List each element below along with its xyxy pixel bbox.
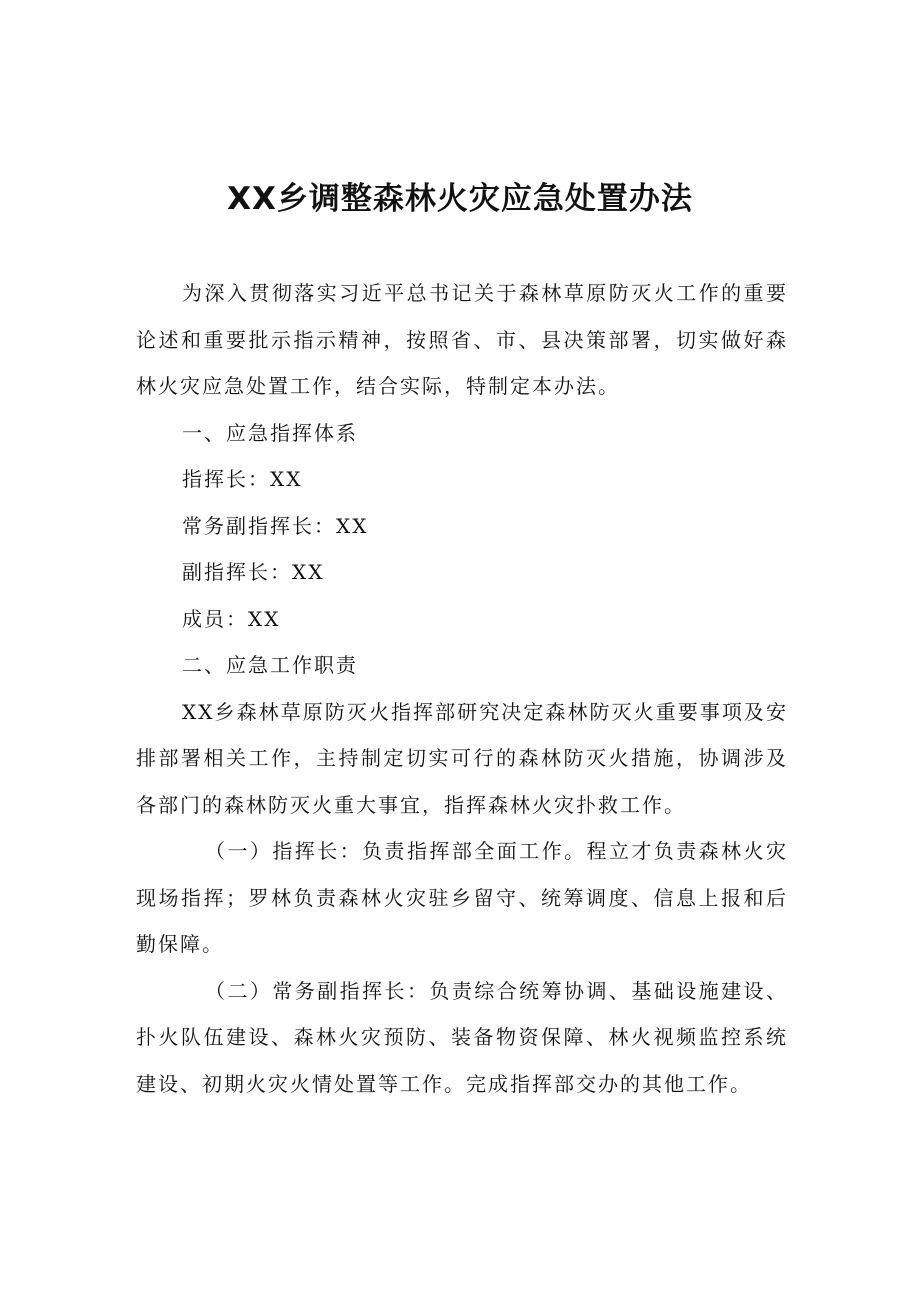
executive-deputy-duties-paragraph: （二）常务副指挥长：负责综合统筹协调、基础设施建设、扑火队伍建设、森林火灾预防、装备物资保障、林火视频监控系统建设、初期火灾火情处置等工作。完成指挥部交办的其他工作。: [136, 978, 788, 1096]
intro-paragraph: 为深入贯彻落实习近平总书记关于森林草原防灭火工作的重要论述和重要批示指示精神，按照省、市、县决策部署，切实做好森林火灾应急处置工作，结合实际，特制定本办法。: [136, 281, 788, 398]
members-line: 成员：XX: [182, 606, 281, 631]
section-heading-duties: 二、应急工作职责: [182, 653, 358, 677]
commander-duties-paragraph: （一）指挥长：负责指挥部全面工作。程立才负责森林火灾现场指挥；罗林负责森林火灾驻乡留守、统筹调度、信息上报和后勤保障。: [136, 839, 788, 956]
duties-paragraph: XX乡森林草原防灭火指挥部研究决定森林防灭火重要事项及安排部署相关工作，主持制定切实可行的森林防灭火措施，协调涉及各部门的森林防灭火重大事宜，指挥森林火灾扑救工作。: [136, 699, 788, 817]
section-heading-command-system: 一、应急指挥体系: [182, 420, 358, 445]
commander-line: 指挥长：XX: [182, 467, 303, 491]
document-title: XX乡调整森林火灾应急处置办法: [227, 181, 693, 217]
deputy-commander-line: 副指挥长：XX: [182, 560, 325, 584]
executive-deputy-commander-line: 常务副指挥长：XX: [182, 513, 369, 538]
document-body: [136, 270, 788, 1107]
